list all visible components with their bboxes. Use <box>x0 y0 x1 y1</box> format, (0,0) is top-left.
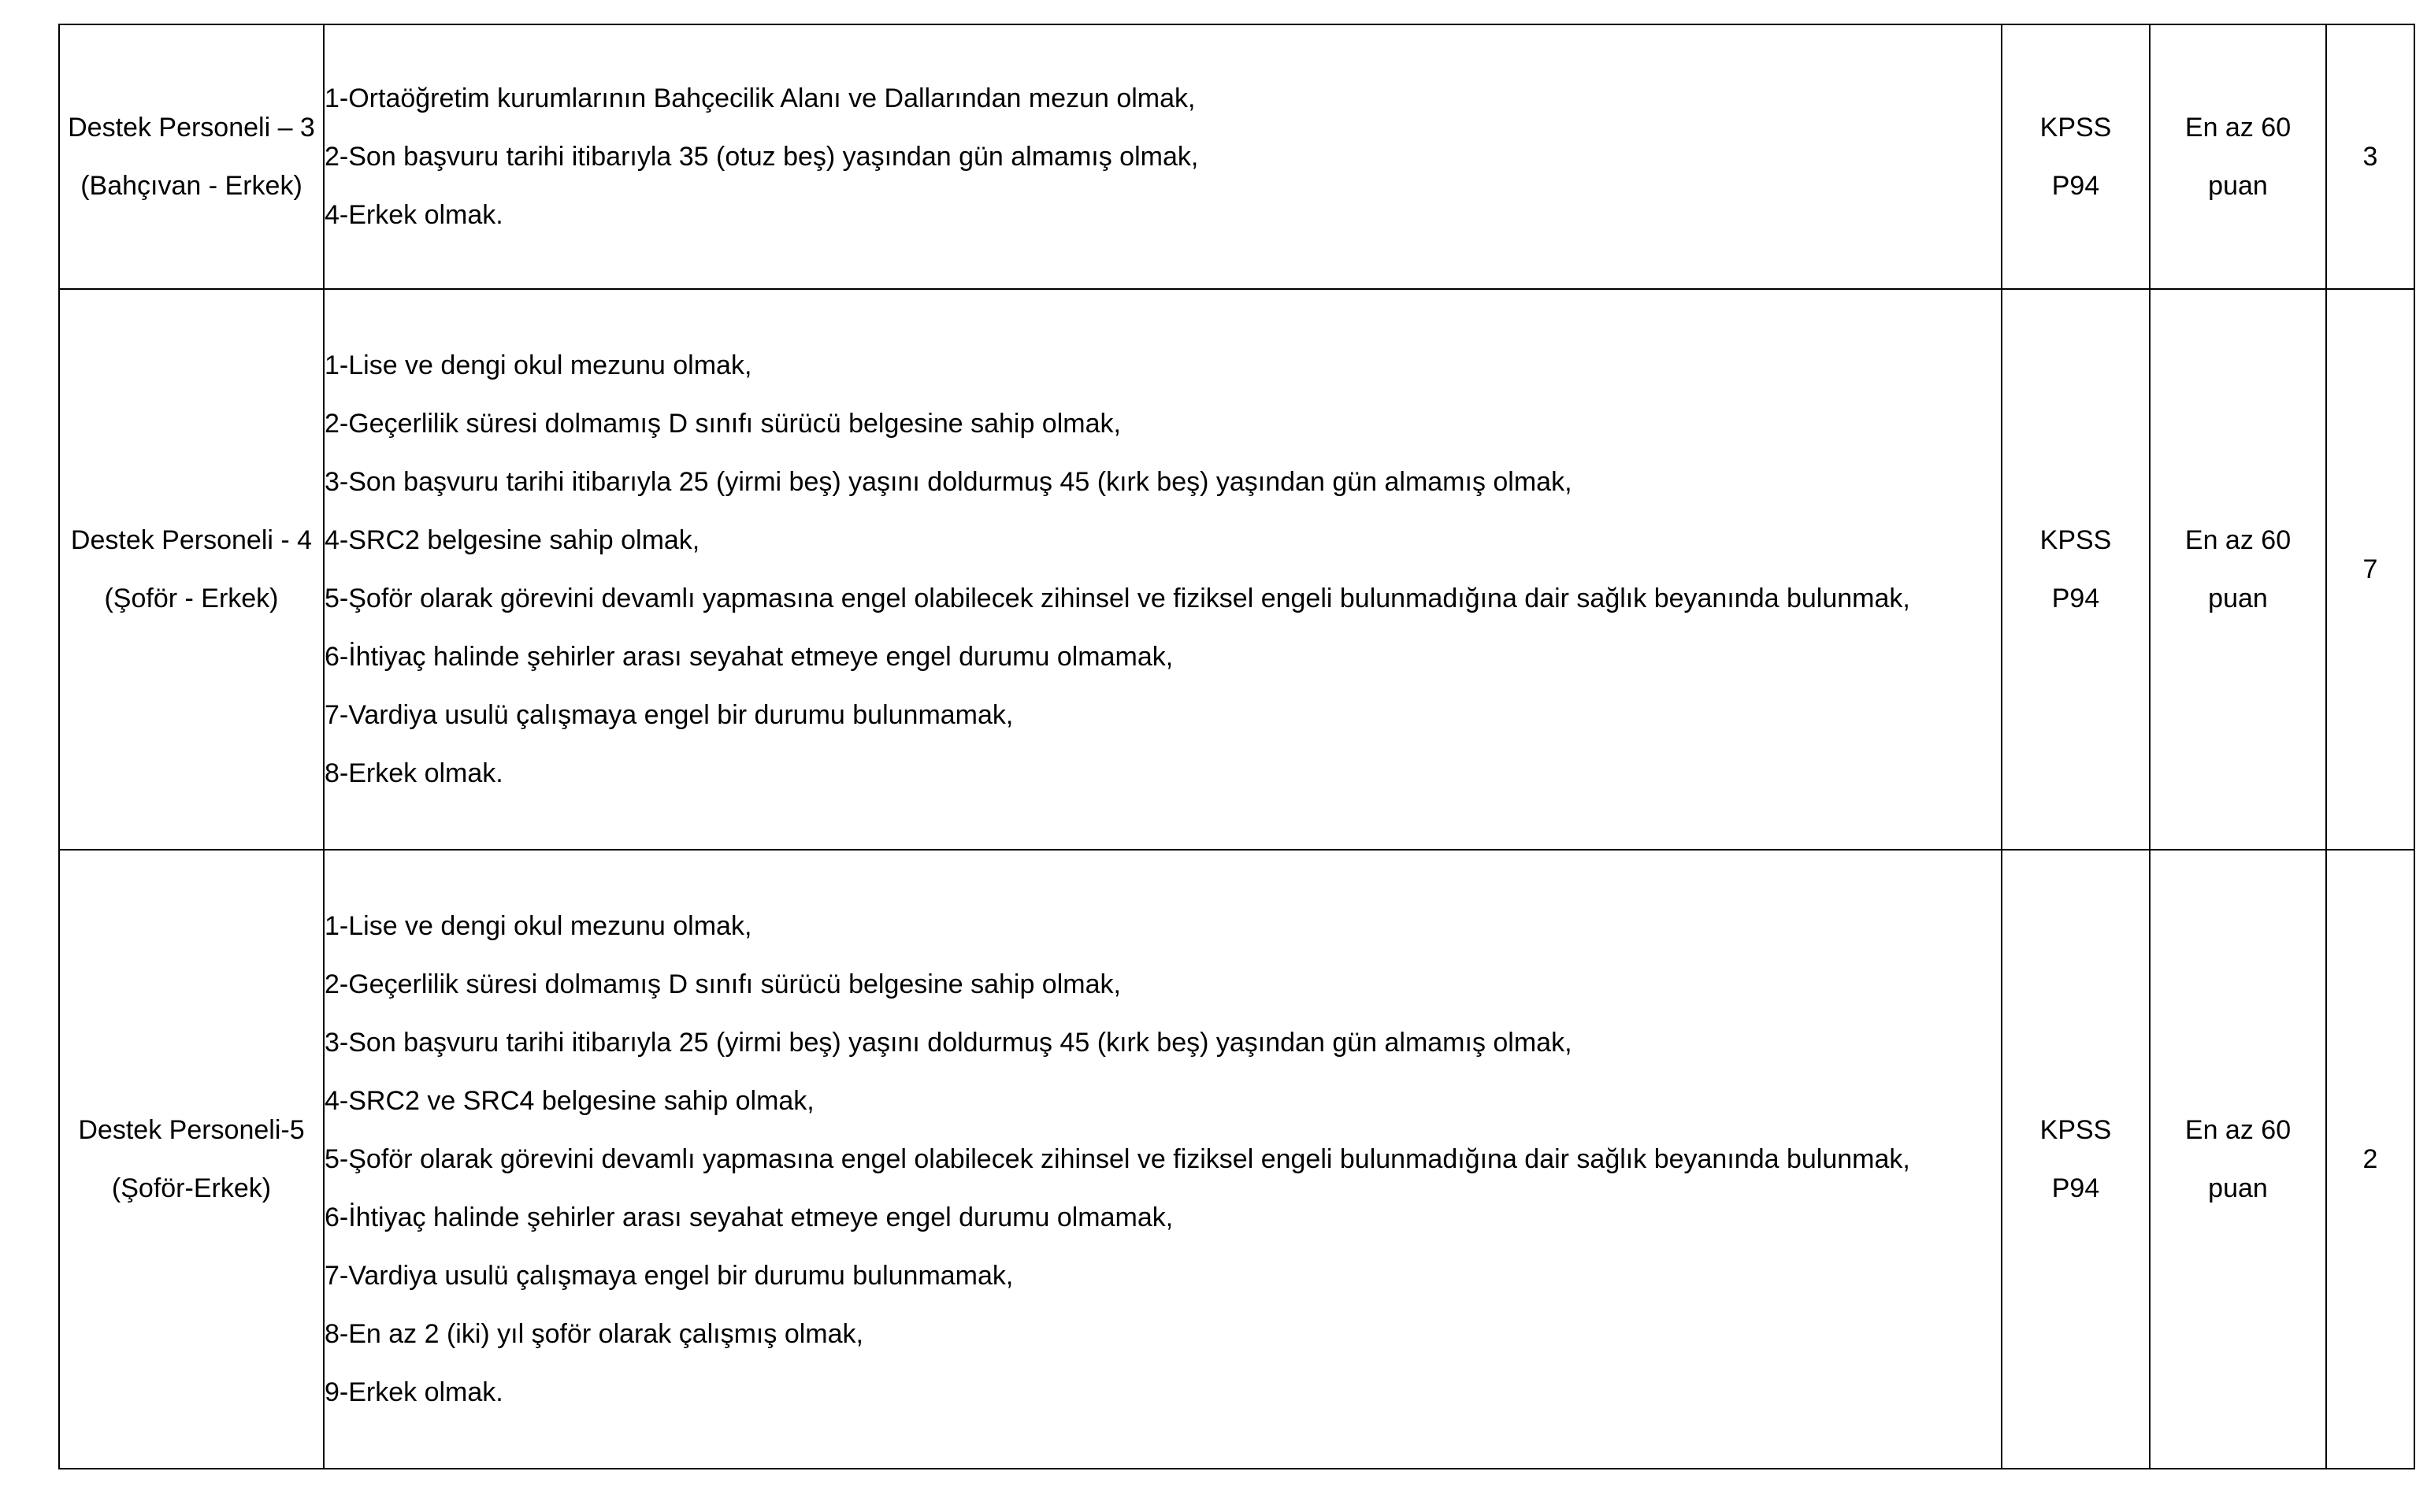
requirement-item: 3-Son başvuru tarihi itibarıyla 25 (yirmi beş) yaşını doldurmuş 45 (kırk beş) yaşından gün almamış olmak, <box>325 467 1572 497</box>
exam-score-type: P94 <box>2051 584 2100 613</box>
exam-name: KPSS <box>2039 113 2112 143</box>
requirement-item: 5-Şoför olarak görevini devamlı yapmasına engel olabilecek zihinsel ve fiziksel engeli bulunmadığına dair sağlık beyanında bulunmak, <box>325 1144 1910 1174</box>
position-title: Destek Personeli - 4 <box>70 525 313 555</box>
requirement-item: 6-İhtiyaç halinde şehirler arası seyahat etmeye engel durumu olmamak, <box>325 1203 1174 1232</box>
min-score-unit: puan <box>2208 584 2268 613</box>
min-score-unit: puan <box>2208 171 2268 201</box>
exam-type-cell <box>2002 24 2150 289</box>
requirement-item: 7-Vardiya usulü çalışmaya engel bir durumu bulunmamak, <box>325 1261 1014 1291</box>
min-score-cell <box>2150 289 2326 850</box>
position-subtitle: (Şoför - Erkek) <box>104 584 279 613</box>
requirements-list <box>325 336 2001 802</box>
min-score-value: En az 60 <box>2184 525 2292 555</box>
min-score-cell <box>2150 24 2326 289</box>
requirement-item: 4-SRC2 ve SRC4 belgesine sahip olmak, <box>325 1086 815 1116</box>
requirement-item: 7-Vardiya usulü çalışmaya engel bir durumu bulunmamak, <box>325 700 1014 730</box>
requirement-item: 8-En az 2 (iki) yıl şoför olarak çalışmış olmak, <box>325 1319 863 1349</box>
exam-name: KPSS <box>2039 1115 2112 1145</box>
exam-score-type: P94 <box>2051 1173 2100 1203</box>
position-title: Destek Personeli – 3 <box>68 113 315 143</box>
min-score-value: En az 60 <box>2184 1115 2292 1145</box>
position-title-cell <box>59 850 324 1469</box>
requirement-item: 2-Geçerlilik süresi dolmamış D sınıfı sürücü belgesine sahip olmak, <box>325 969 1121 999</box>
requirement-item: 6-İhtiyaç halinde şehirler arası seyahat etmeye engel durumu olmamak, <box>325 642 1174 672</box>
exam-type-cell <box>2002 289 2150 850</box>
requirement-item: 4-SRC2 belgesine sahip olmak, <box>325 525 700 555</box>
requirement-item: 9-Erkek olmak. <box>325 1377 503 1407</box>
requirement-item: 2-Son başvuru tarihi itibarıyla 35 (otuz beş) yaşından gün almamış olmak, <box>325 142 1199 172</box>
requirement-item: 1-Ortaöğretim kurumlarının Bahçecilik Alanı ve Dallarından mezun olmak, <box>325 83 1196 113</box>
position-requirements-table <box>58 24 2415 1469</box>
requirement-item: 8-Erkek olmak. <box>325 758 503 788</box>
requirement-item: 1-Lise ve dengi okul mezunu olmak, <box>325 350 752 380</box>
table-row <box>59 289 2414 850</box>
requirements-cell <box>324 289 2002 850</box>
min-score-cell <box>2150 850 2326 1469</box>
position-count-cell: 2 <box>2326 850 2414 1469</box>
table-row <box>59 850 2414 1469</box>
min-score-value: En az 60 <box>2184 113 2292 143</box>
exam-type-cell <box>2002 850 2150 1469</box>
position-subtitle: (Bahçıvan - Erkek) <box>80 171 302 201</box>
position-count-cell: 7 <box>2326 289 2414 850</box>
position-title-cell <box>59 289 324 850</box>
position-title: Destek Personeli-5 <box>78 1115 305 1145</box>
position-count-cell: 3 <box>2326 24 2414 289</box>
requirements-list <box>325 897 2001 1421</box>
exam-score-type: P94 <box>2051 171 2100 201</box>
position-title-cell <box>59 24 324 289</box>
requirements-cell <box>324 850 2002 1469</box>
min-score-unit: puan <box>2208 1173 2268 1203</box>
requirement-item: 4-Erkek olmak. <box>325 200 503 230</box>
exam-name: KPSS <box>2039 525 2112 555</box>
requirement-item: 2-Geçerlilik süresi dolmamış D sınıfı sürücü belgesine sahip olmak, <box>325 409 1121 439</box>
requirement-item: 5-Şoför olarak görevini devamlı yapmasına engel olabilecek zihinsel ve fiziksel engeli bulunmadığına dair sağlık beyanında bulunmak, <box>325 584 1910 613</box>
requirement-item: 3-Son başvuru tarihi itibarıyla 25 (yirmi beş) yaşını doldurmuş 45 (kırk beş) yaşından gün almamış olmak, <box>325 1028 1572 1058</box>
position-subtitle: (Şoför-Erkek) <box>111 1173 272 1203</box>
requirements-cell <box>324 24 2002 289</box>
requirement-item: 1-Lise ve dengi okul mezunu olmak, <box>325 911 752 941</box>
table-row <box>59 24 2414 289</box>
requirements-list <box>325 69 2001 244</box>
